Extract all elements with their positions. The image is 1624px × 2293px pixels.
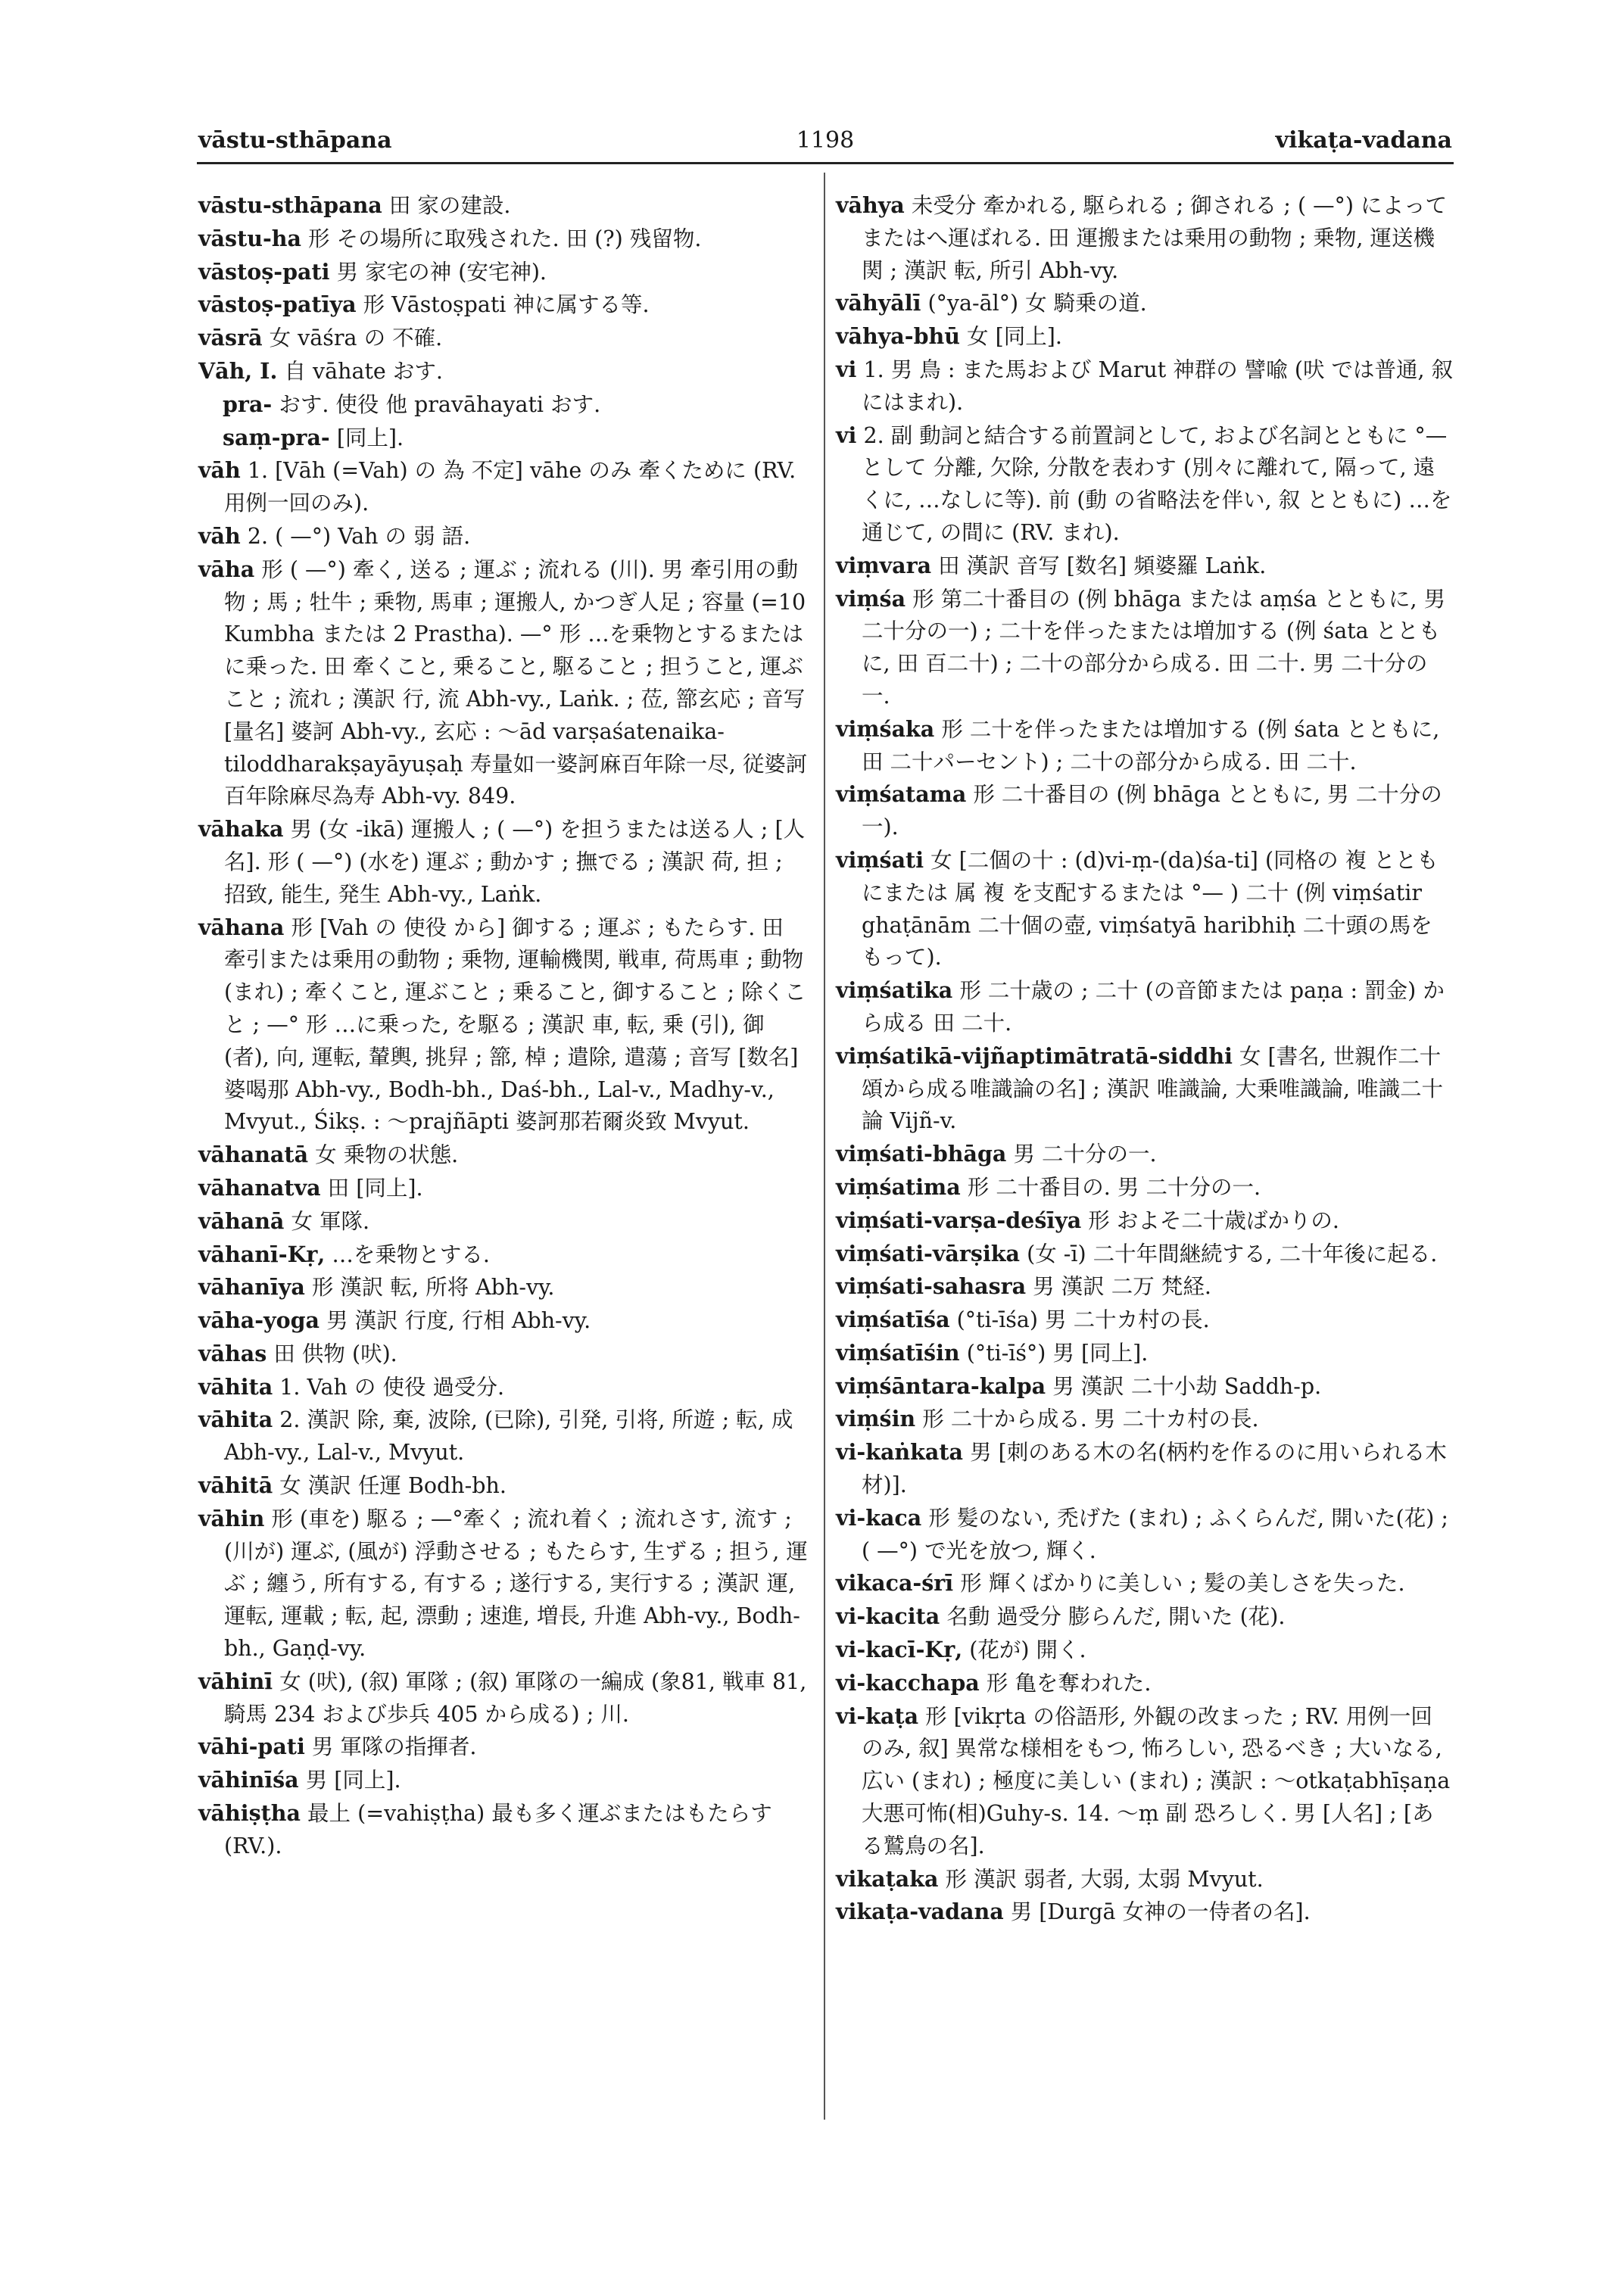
dictionary-entry — [836, 583, 1454, 713]
dictionary-entry — [198, 1338, 808, 1371]
entry-definition: 形 漢訳 転, 所将 Abh-vy. — [311, 1275, 555, 1301]
entry-headword: vāhita — [198, 1373, 273, 1400]
entry-definition: 自 vāhate おす. — [284, 358, 443, 384]
entry-headword: vi — [836, 422, 857, 448]
dictionary-entry — [836, 1370, 1454, 1404]
dictionary-entry — [198, 911, 808, 1139]
entry-definition: 形 Vāstoṣpati 神に属する等. — [363, 292, 650, 318]
entry-headword: viṃśati-vārṣika — [836, 1240, 1021, 1266]
dictionary-entry — [836, 1304, 1454, 1337]
entry-definition: 女 乗物の状態. — [315, 1142, 459, 1168]
entry-headword: viṃśati-bhāga — [836, 1141, 1007, 1167]
entry-headword: vāh — [198, 522, 241, 549]
entry-definition: 男 (女 -ikā) 運搬人 ; ( —°) を担うまたは送る人 ; [人名]. 形 ( —°) (水を) 運ぶ ; 動かす ; 撫でる ; 漢訳 荷, 担 ; 招致, 能生, 発生 Abh-vy., Laṅk. — [224, 817, 806, 907]
entry-definition: [同上]. — [336, 425, 404, 450]
dictionary-entry — [198, 1731, 808, 1764]
right-column — [836, 189, 1454, 1929]
entry-definition: 1. 男 鳥 : また馬および Marut 神群の 譬喩 (吠 では普通, 叙 にはまれ). — [862, 357, 1454, 415]
entry-headword: vikaca-śrī — [836, 1570, 954, 1597]
entry-headword: vāhas — [198, 1340, 267, 1366]
dictionary-entry — [198, 1371, 808, 1404]
dictionary-entry — [836, 1138, 1454, 1171]
entry-headword: vāhita — [198, 1407, 273, 1433]
entry-definition: 未受分 牽かれる, 駆られる ; 御される ; ( —°) によってまたはへ運ばれる. 田 運搬または乗用の動物 ; 乗物, 運送機関 ; 漢訳 転, 所引 Abh-vy. — [862, 193, 1448, 283]
entry-definition: 形 第二十番目の (例 bhāga または aṃśa とともに, 男 二十分の一) ; 二十を伴ったまたは増加する (例 śata とともに, 田 百二十) ; 二十の部分から成る. 田 二十. 男 二十分の一. — [862, 586, 1446, 709]
dictionary-entry — [836, 550, 1454, 583]
entry-definition: 男 漢訳 二十小劫 Saddh-p. — [1052, 1373, 1322, 1399]
entry-definition: 最上 (=vahiṣṭha) 最も多く運ぶまたはもたらす (RV.). — [224, 1801, 772, 1858]
entry-headword: viṃśatīśa — [836, 1307, 950, 1333]
dictionary-entry — [836, 1337, 1454, 1370]
dictionary-entry — [836, 713, 1454, 779]
entry-headword: viṃśatika — [836, 977, 953, 1004]
entry-headword: vāhaka — [198, 816, 284, 843]
entry-headword: vikaṭa-vadana — [836, 1899, 1004, 1925]
entry-headword: viṃśatama — [836, 781, 967, 808]
entry-headword: vāhya-bhū — [836, 323, 960, 350]
entry-headword: vāhana — [198, 914, 285, 940]
entry-headword: viṃśāntara-kalpa — [836, 1372, 1046, 1399]
entry-definition: 女 [二個の十 : (d)vi-ṃ-(da)śa-ti] (同格の 複 とともにまたは 属 複 を支配するまたは °— ) 二十 (例 viṃśatir ghaṭānām 二十個の壺, viṃśatyā haribhiḥ 二十頭の馬をもって). — [862, 847, 1439, 970]
entry-definition: 女 [同上]. — [967, 324, 1062, 350]
entry-definition: 2. ( —°) Vah の 弱 語. — [247, 523, 471, 549]
entry-headword: viṃśati — [836, 846, 924, 873]
entry-headword: vāstoṣ-patīya — [198, 291, 357, 318]
dictionary-entry — [836, 1600, 1454, 1634]
entry-headword: vāhya — [836, 192, 905, 218]
dictionary-entry — [836, 189, 1454, 287]
dictionary-entry — [198, 1205, 808, 1238]
entry-definition: 田 供物 (吠). — [273, 1341, 397, 1366]
entry-headword: vāhanā — [198, 1207, 285, 1234]
left-column — [198, 189, 808, 1863]
dictionary-entry — [198, 813, 808, 911]
entry-headword: vāhitā — [198, 1472, 273, 1499]
dictionary-entry — [836, 844, 1454, 974]
entry-headword: vi-kaṭa — [836, 1703, 919, 1729]
entry-definition: (女 -ī) 二十年間継続する, 二十年後に起る. — [1027, 1241, 1438, 1266]
entry-definition: 形 [Vah の 使役 から] 御する ; 運ぶ ; もたらす. 田 牽引または乗用の動物 ; 乗物, 運輸機関, 戦車, 荷馬車 ; 動物 (まれ) ; 牽くこと, 運ぶこと ; 乗ること, 御すること ; 除くこと ; —° 形 …に乗った, を駆る ; 漢訳 車, 転, 乗 (引), 御 (者), 向, 運転, 輦輿, 挑舁 ; 篰, 棹 ; 遣除, 遣蕩 ; 音写 [数名] 婆喝那 Abh-vy., Bodh-bh., Daś-bh., Lal-v., Madhy-v., Mvyut., Śikṣ. : ～prajñāpti 婆訶那若爾炎致 Mvyut. — [224, 914, 806, 1135]
entry-headword: saṃ-pra- — [223, 424, 330, 450]
entry-headword: viṃśin — [836, 1406, 916, 1432]
entry-headword: vāhanīya — [198, 1274, 305, 1301]
dictionary-entry — [198, 1764, 808, 1797]
entry-definition: 男 漢訳 二万 梵経. — [1033, 1274, 1211, 1300]
entry-definition: 男 [同上]. — [305, 1768, 401, 1793]
dictionary-entry — [836, 1238, 1454, 1271]
dictionary-entry — [836, 1700, 1454, 1863]
dictionary-entry — [198, 1172, 808, 1205]
dictionary-entry — [198, 1238, 808, 1272]
entry-headword: viṃśaka — [836, 715, 935, 742]
entry-definition: (°ti-īś°) 男 [同上]. — [966, 1340, 1149, 1366]
entry-headword: vāhanatva — [198, 1174, 321, 1201]
dictionary-entry — [836, 1567, 1454, 1600]
entry-definition: 2. 漢訳 除, 棄, 波除, (已除), 引発, 引将, 所遊 ; 転, 成 Abh-vy., Lal-v., Mvyut. — [224, 1407, 793, 1466]
dictionary-entry — [198, 1503, 808, 1665]
entry-definition: 形 二十番目の. 男 二十分の一. — [967, 1174, 1261, 1200]
entry-headword: Vāh, I. — [198, 357, 278, 384]
dictionary-entry — [198, 288, 808, 322]
entry-headword: vāhinīśa — [198, 1767, 299, 1793]
dictionary-entry — [836, 1436, 1454, 1502]
entry-headword: viṃvara — [836, 552, 932, 578]
entry-headword: viṃśatima — [836, 1173, 961, 1200]
entry-headword: vāha-yoga — [198, 1307, 320, 1334]
entry-definition: 女 [書名, 世親作二十頌から成る唯識論の名] ; 漢訳 唯識論, 大乗唯識論, 唯識二十論 Vijñ-v. — [862, 1043, 1444, 1134]
entry-definition: 形 二十歳の ; 二十 (の音節または paṇa : 罰金) から成る 田 二十. — [862, 978, 1445, 1036]
entry-definition: 形 およそ二十歳ばかりの. — [1088, 1207, 1339, 1233]
entry-definition: (花が) 開く. — [969, 1637, 1086, 1663]
entry-definition: 男 [刺のある木の名(柄杓を作るのに用いられる木材)]. — [862, 1440, 1447, 1498]
column-divider — [824, 173, 825, 2120]
entry-definition: 形 二十を伴ったまたは増加する (例 śata とともに, 田 二十パーセント) ; 二十の部分から成る. 田 二十. — [862, 716, 1440, 774]
dictionary-entry — [198, 1404, 808, 1469]
dictionary-entry — [198, 189, 808, 223]
dictionary-entry — [198, 223, 808, 256]
entry-headword: vāha — [198, 556, 255, 582]
entry-definition: (°ti-īśa) 男 二十カ村の長. — [956, 1307, 1210, 1333]
entry-definition: …を乗物とする. — [332, 1242, 490, 1267]
entry-definition: 形 ( —°) 牽く, 送る ; 運ぶ ; 流れる (川). 男 牽引用の動物 ; 馬 ; 牡牛 ; 乗物, 馬車 ; 運搬人, かつぎ人足 ; 容量 (=10 Kumbha または 2 Prastha). —° 形 …を乗物とするまたはに乗った. 田 牽くこと, 乗ること, 駆ること ; 担うこと, 運ぶこと ; 流れ ; 漢訳 行, 流 Abh-vy., Laṅk. ; 莅, 篰玄応 ; 音写 [量名] 婆訶 Abh-vy., 玄応 : ～ād varṣaśatenaika-tiloddharakṣayāyuṣaḥ 寿量如一婆訶麻百年除一尽, 従婆訶百年除麻尽為寿 Abh-vy. 849. — [224, 556, 808, 809]
dictionary-entry — [198, 1469, 808, 1503]
dictionary-entry — [198, 454, 808, 520]
dictionary-entry — [198, 553, 808, 813]
dictionary-entry — [836, 1634, 1454, 1667]
dictionary-entry — [836, 354, 1454, 419]
entry-definition: 形 [vikṛta の俗語形, 外観の改まった ; RV. 用例一回のみ, 叙] 異常な様相をもつ, 怖ろしい, 恐るべき ; 大いなる, 広い (まれ) ; 極度に美しい (まれ) ; 漢訳 : ～otkaṭabhīṣaṇa 大悪可怖(相)Guhy-s. 14. ～ṃ 副 恐ろしく. 男 [人名] ; [ある鷲鳥の名]. — [862, 1703, 1451, 1858]
page-header — [198, 127, 1452, 164]
entry-definition: 女 漢訳 任運 Bodh-bh. — [279, 1473, 507, 1499]
dictionary-entry — [836, 1040, 1454, 1138]
entry-definition: 田 漢訳 音写 [数名] 頻婆羅 Laṅk. — [938, 553, 1267, 578]
entry-headword: vi-kacchapa — [836, 1669, 980, 1696]
dictionary-entry — [836, 1502, 1454, 1568]
entry-headword: viṃśatikā-vijñaptimātratā-siddhi — [836, 1042, 1233, 1069]
entry-headword: vi-kaṅkata — [836, 1439, 963, 1466]
dictionary-entry — [198, 520, 808, 553]
dictionary-entry — [836, 1204, 1454, 1238]
dictionary-entry — [198, 1665, 808, 1731]
dictionary-entry — [198, 1139, 808, 1172]
entry-headword: viṃśati-varṣa-deśīya — [836, 1207, 1082, 1233]
entry-definition: 2. 副 動詞と結合する前置詞として, および名詞とともに °— として 分離, 欠除, 分散を表わす (別々に離れて, 隔って, 遠くに, …なしに等). 前 (動 の省略法を伴い, 叙 とともに) …を通じて, の間に (RV. まれ). — [862, 422, 1452, 545]
dictionary-entry — [198, 388, 808, 422]
entry-headword: vi-kacita — [836, 1603, 940, 1630]
entry-definition: 形 二十番目の (例 bhāga とともに, 男 二十分の一). — [862, 782, 1442, 840]
entry-headword: viṃśati-sahasra — [836, 1273, 1027, 1300]
entry-headword: vikaṭaka — [836, 1865, 939, 1892]
entry-definition: 1. [Vāh (=Vah) の 為 不定] vāhe のみ 牽くために (RV. 用例一回のみ). — [224, 458, 796, 516]
dictionary-entry — [836, 320, 1454, 354]
running-head-left: vāstu-sthāpana — [198, 127, 392, 154]
entry-headword: pra- — [223, 391, 273, 417]
dictionary-entry — [836, 1667, 1454, 1700]
dictionary-entry — [198, 256, 808, 289]
dictionary-entry — [836, 1863, 1454, 1896]
dictionary-entry — [198, 355, 808, 388]
entry-headword: vāstu-sthāpana — [198, 192, 382, 218]
entry-definition: 1. Vah の 使役 過受分. — [279, 1374, 505, 1400]
entry-headword: vāhanī-Kṛ, — [198, 1241, 326, 1267]
entry-headword: vāhin — [198, 1505, 265, 1531]
entry-definition: 男 二十分の一. — [1013, 1142, 1157, 1167]
entry-headword: vāhi-pati — [198, 1734, 305, 1760]
entry-headword: vāstu-ha — [198, 225, 301, 251]
dictionary-entry — [836, 1270, 1454, 1304]
entry-headword: vāhyālī — [836, 290, 921, 316]
dictionary-entry — [198, 1304, 808, 1338]
dictionary-entry — [198, 322, 808, 355]
dictionary-entry — [198, 1271, 808, 1304]
entry-definition: (°ya-āl°) 女 騎乗の道. — [927, 291, 1147, 316]
dictionary-entry — [836, 1403, 1454, 1436]
dictionary-entry — [198, 1797, 808, 1863]
entry-definition: 女 vāśra の 不確. — [269, 326, 443, 351]
dictionary-entry — [836, 1171, 1454, 1204]
entry-headword: viṃśa — [836, 585, 906, 612]
entry-headword: vāhiṣṭha — [198, 1800, 301, 1827]
entry-headword: vi-kaca — [836, 1504, 922, 1531]
entry-definition: 形 漢訳 弱者, 大弱, 太弱 Mvyut. — [945, 1866, 1264, 1892]
entry-definition: 女 (吠), (叙) 軍隊 ; (叙) 軍隊の一編成 (象81, 戦車 81, 騎馬 234 および歩兵 405 から成る) ; 川. — [224, 1668, 807, 1727]
entry-headword: vāhanatā — [198, 1142, 309, 1168]
entry-definition: 形 その場所に取残された. 田 (?) 残留物. — [308, 226, 702, 251]
entry-headword: vāhinī — [198, 1668, 273, 1694]
entry-headword: vāstoṣ-pati — [198, 258, 330, 285]
entry-definition: 形 二十から成る. 男 二十カ村の長. — [922, 1407, 1259, 1432]
dictionary-entry — [836, 974, 1454, 1040]
entry-headword: vāh — [198, 457, 241, 484]
header-rule — [197, 162, 1454, 164]
entry-definition: 女 軍隊. — [291, 1208, 370, 1234]
dictionary-entry — [198, 422, 808, 455]
entry-headword: vāsrā — [198, 325, 263, 351]
entry-headword: vi — [836, 356, 857, 382]
entry-definition: 男 軍隊の指揮者. — [311, 1734, 477, 1760]
entry-definition: 男 家宅の神 (安宅神). — [336, 259, 547, 285]
page-number: 1198 — [796, 127, 855, 154]
entry-headword: vi-kacī-Kṛ, — [836, 1637, 963, 1663]
entry-definition: 田 家の建設. — [388, 193, 511, 218]
entry-definition: 男 [Durgā 女神の一侍者の名]. — [1010, 1899, 1311, 1925]
entry-definition: 名動 過受分 膨らんだ, 開いた (花). — [946, 1604, 1286, 1630]
entry-definition: 形 亀を奪われた. — [986, 1670, 1152, 1696]
entry-definition: 形 髪のない, 禿げた (まれ) ; ふくらんだ, 開いた(花) ; ( —°) で光を放つ, 輝く. — [862, 1505, 1449, 1563]
entry-definition: 男 漢訳 行度, 行相 Abh-vy. — [326, 1308, 591, 1334]
dictionary-entry — [836, 1896, 1454, 1929]
dictionary-entry — [836, 419, 1454, 550]
dictionary-entry — [836, 778, 1454, 844]
entry-definition: 田 [同上]. — [327, 1175, 423, 1201]
entry-definition: おす. 使役 他 pravāhayati おす. — [279, 391, 601, 417]
entry-headword: viṃśatīśin — [836, 1339, 960, 1366]
entry-definition: 形 輝くばかりに美しい ; 髪の美しさを失った. — [960, 1571, 1405, 1597]
dictionary-entry — [836, 287, 1454, 320]
running-head-right: vikaṭa-vadana — [1275, 127, 1452, 154]
entry-definition: 形 (車を) 駆る ; —°牽く ; 流れ着く ; 流れさす, 流す ; (川が) 運ぶ, (風が) 浮動させる ; もたらす, 生ずる ; 担う, 運ぶ ; 纏う, 所有する, 有する ; 遂行する, 実行する ; 漢訳 運, 運転, 運載 ; 転, 起, 漂動 ; 速進, 増長, 升進 Abh-vy., Bodh-bh., Gaṇḍ-vy. — [224, 1506, 808, 1662]
